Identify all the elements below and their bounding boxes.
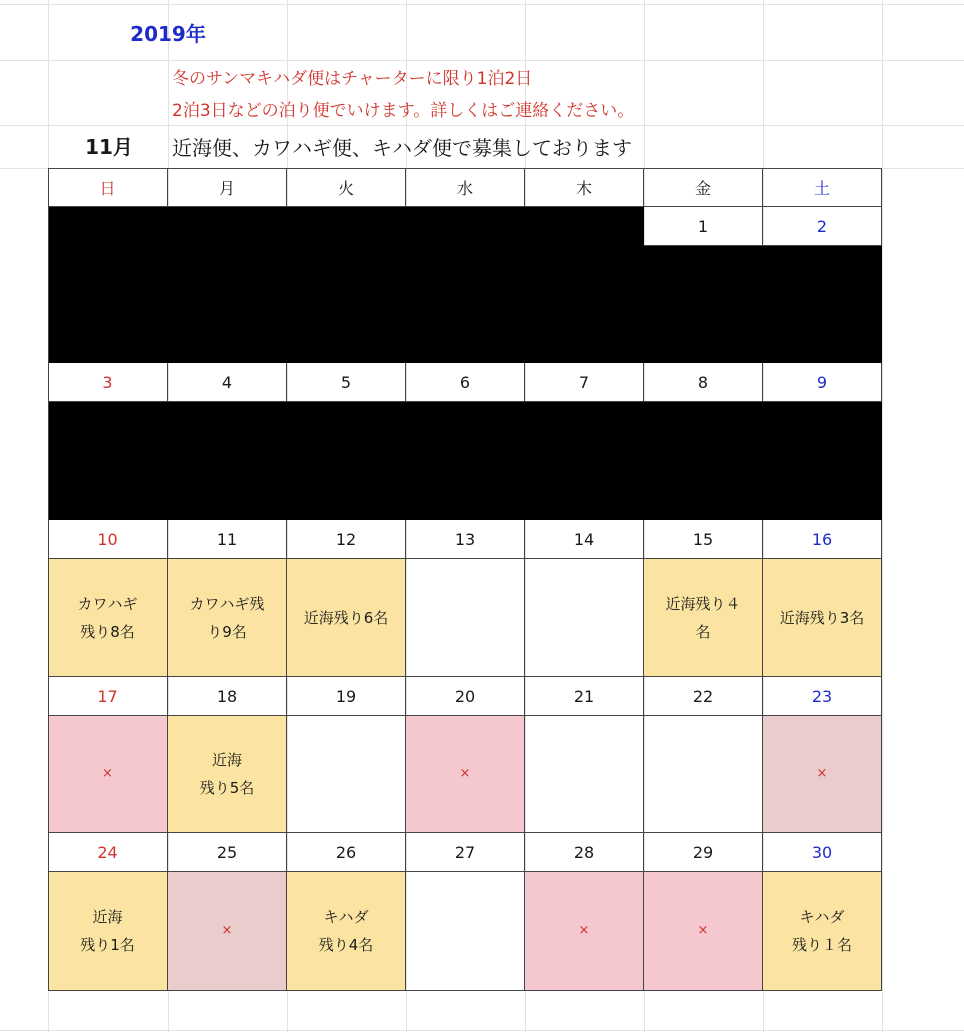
day-number: [525, 677, 644, 716]
weekday-header: [287, 168, 406, 207]
booking-cell: [644, 559, 763, 677]
day-number-text: 30: [811, 842, 833, 862]
day-number-text: 7: [578, 372, 590, 392]
recruitment-info: 近海便、カワハギ便、キハダ便で募集しております: [172, 136, 632, 160]
booking-cell: [763, 559, 882, 677]
weekday-header-text: 土: [813, 178, 830, 198]
gridline-horizontal: [0, 4, 964, 5]
booking-cell: [168, 716, 287, 833]
day-number-text: 20: [454, 686, 476, 706]
full-mark-cell-text: ×: [816, 766, 828, 781]
full-mark-cell-text: ×: [102, 766, 113, 781]
day-number: [763, 677, 882, 716]
weekday-header-text: 金: [694, 178, 711, 198]
day-number-text: 24: [97, 842, 118, 862]
booking-cell-text: 近海残り3名: [779, 608, 865, 627]
full-mark-cell-text: ×: [578, 923, 590, 938]
weekday-header-text: 日: [99, 178, 116, 198]
day-number: [168, 677, 287, 716]
day-number: [525, 833, 644, 872]
day-number: [763, 833, 882, 872]
day-number: [644, 677, 763, 716]
gridline-vertical: [882, 0, 883, 1032]
entry-cell: [644, 716, 763, 833]
day-number-text: 10: [97, 529, 118, 549]
day-number-text: 13: [454, 529, 476, 549]
entry-cell: [406, 559, 525, 677]
day-number-text: 29: [692, 842, 714, 862]
booking-cell: [763, 872, 882, 991]
notice-line-1: 冬のサンマキハダ便はチャーターに限り1泊2日: [172, 69, 533, 89]
full-mark-cell-text: ×: [697, 923, 709, 938]
day-number: [168, 363, 287, 402]
day-number-text: 19: [335, 686, 357, 706]
day-number: [763, 363, 882, 402]
day-number-text: 25: [216, 842, 238, 862]
booking-cell-text: キハダ 残り１名: [791, 908, 852, 954]
day-number: [763, 207, 882, 246]
day-number-text: 4: [221, 372, 233, 392]
day-number-text: 18: [216, 686, 238, 706]
full-mark-cell: [644, 872, 763, 991]
booking-cell-text: カワハギ 残り8名: [77, 594, 138, 641]
entry-cell: [406, 872, 525, 991]
year-heading: 2019年: [130, 22, 206, 46]
notice-line-2: 2泊3日などの泊り便でいけます。詳しくはご連絡ください。: [172, 101, 635, 121]
day-number: [287, 363, 406, 402]
day-number-text: 6: [459, 372, 471, 392]
full-mark-cell: [763, 716, 882, 833]
day-number-text: 8: [697, 372, 709, 392]
day-number: [287, 677, 406, 716]
day-number-text: 5: [340, 372, 352, 392]
day-number-text: 27: [454, 842, 476, 862]
day-number: [525, 520, 644, 559]
day-number-text: 11: [216, 529, 238, 549]
weekday-header: [48, 168, 168, 207]
entry-cell: [287, 716, 406, 833]
day-number-text: 15: [692, 529, 714, 549]
booking-cell-text: 近海残り6名: [303, 608, 389, 627]
weekday-header: [644, 168, 763, 207]
booking-cell: [48, 872, 168, 991]
day-number-text: 22: [692, 686, 714, 706]
day-number: [168, 520, 287, 559]
weekday-header: [406, 168, 525, 207]
day-number: [48, 833, 168, 872]
booking-cell: [48, 559, 168, 677]
full-mark-cell: [525, 872, 644, 991]
day-number-text: 9: [816, 372, 828, 392]
weekday-header-text: 水: [456, 178, 473, 198]
day-number: [48, 363, 168, 402]
day-number: [287, 520, 406, 559]
weekday-header: [763, 168, 882, 207]
day-number: [406, 520, 525, 559]
day-number: [525, 363, 644, 402]
day-number-text: 23: [811, 686, 833, 706]
day-number: [48, 520, 168, 559]
gridline-horizontal: [0, 60, 964, 61]
weekday-header-text: 月: [218, 178, 235, 198]
full-mark-cell: [48, 716, 168, 833]
day-number: [644, 363, 763, 402]
weekday-header: [525, 168, 644, 207]
day-number-text: 14: [573, 529, 595, 549]
day-number-text: 28: [573, 842, 595, 862]
full-mark-cell-text: ×: [459, 766, 471, 781]
day-number: [406, 363, 525, 402]
day-number: [406, 677, 525, 716]
full-mark-cell: [406, 716, 525, 833]
day-number: [644, 833, 763, 872]
day-number-text: 17: [97, 686, 118, 706]
day-number-text: 12: [335, 529, 357, 549]
day-number: [763, 520, 882, 559]
booking-cell: [168, 559, 287, 677]
day-number: [406, 833, 525, 872]
redacted-block: [48, 402, 882, 520]
redacted-block: [48, 207, 644, 246]
entry-cell: [525, 716, 644, 833]
gridline-horizontal: [0, 1030, 964, 1031]
day-number: [644, 520, 763, 559]
redacted-block: [48, 246, 882, 363]
day-number-text: 16: [811, 529, 833, 549]
calendar-grid: [48, 168, 882, 991]
day-number: [168, 833, 287, 872]
booking-cell-text: 近海残り４ 名: [665, 594, 741, 641]
day-number: [287, 833, 406, 872]
weekday-header: [168, 168, 287, 207]
gridline-horizontal: [0, 125, 964, 126]
day-number: [48, 677, 168, 716]
day-number: [644, 207, 763, 246]
weekday-header-text: 木: [575, 178, 592, 198]
month-heading: 11月: [85, 135, 133, 159]
day-number-text: 2: [816, 216, 828, 236]
booking-cell-text: 近海 残り5名: [199, 751, 255, 797]
booking-cell: [287, 559, 406, 677]
booking-cell: [287, 872, 406, 991]
day-number-text: 3: [102, 372, 113, 392]
day-number-text: 1: [697, 216, 709, 236]
booking-cell-text: キハダ 残り4名: [318, 908, 374, 954]
entry-cell: [525, 559, 644, 677]
weekday-header-text: 火: [337, 178, 354, 198]
booking-cell-text: 近海 残り1名: [80, 908, 135, 954]
day-number-text: 21: [573, 686, 595, 706]
day-number-text: 26: [335, 842, 357, 862]
booking-cell-text: カワハギ残 り9名: [189, 594, 265, 641]
full-mark-cell: [168, 872, 287, 991]
full-mark-cell-text: ×: [221, 923, 233, 938]
